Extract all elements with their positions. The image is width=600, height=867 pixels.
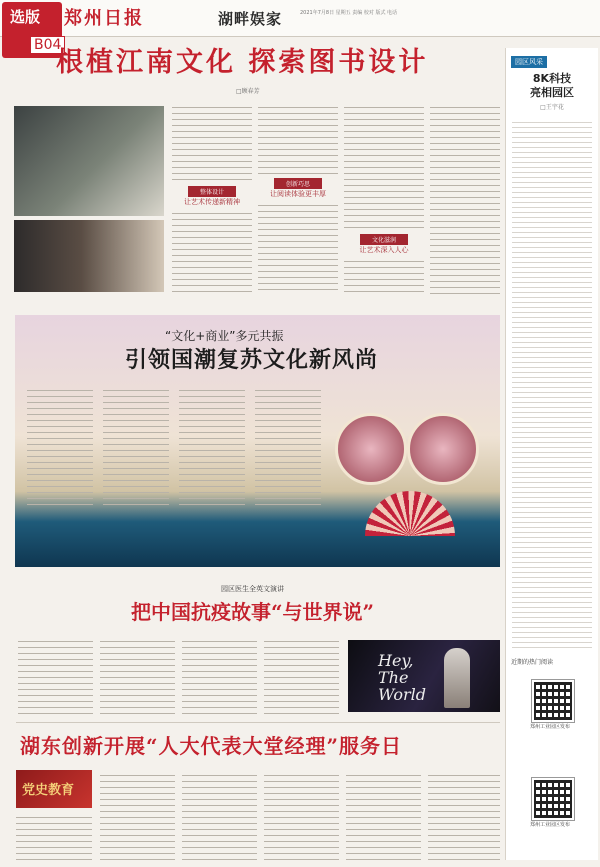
article3-text-col5	[346, 770, 421, 862]
qr-code-1-label: 郑州工业园区发布	[530, 724, 571, 730]
speaker-photo	[348, 640, 500, 712]
right-column-info: 近期的热门阅读	[511, 659, 554, 666]
banner-photo-circle-2	[407, 413, 479, 485]
qr-code-2-label: 郑州工业园区发布	[530, 822, 571, 828]
article3-text-col6	[428, 770, 500, 862]
right-column-byline: □王宇花	[540, 104, 564, 111]
designer-photo	[14, 220, 164, 292]
article3-headline: 湖东创新开展“人大代表大堂经理”服务日	[20, 734, 403, 758]
speaker-figure	[444, 648, 470, 708]
article2-text-col1	[18, 636, 93, 714]
article3-text-col1	[16, 812, 92, 862]
subhead3-label: 文化滋润	[360, 234, 408, 245]
party-history-photo	[16, 770, 92, 808]
banner-kicker: “文化+商业”多元共振	[165, 329, 284, 343]
banner-text-col1	[27, 385, 93, 505]
article2-text-col2	[100, 636, 175, 714]
right-column-title: 8K科技 亮相园区	[530, 72, 574, 99]
article1-subhead3	[344, 234, 424, 255]
article2-text-col3	[182, 636, 257, 714]
article1-subhead	[172, 186, 252, 207]
banner-text-col2	[103, 385, 169, 505]
subhead-text: 让艺术传递新精神	[184, 198, 240, 206]
article1-text-col2	[258, 102, 338, 174]
banner-title: 引领国潮复苏文化新风尚	[125, 347, 379, 373]
article1-text-col1b	[172, 208, 252, 294]
masthead	[0, 0, 600, 37]
right-column	[505, 48, 598, 860]
qr-code-2[interactable]	[532, 778, 574, 820]
qr-code-1[interactable]	[532, 680, 574, 722]
article1-subhead2	[258, 178, 338, 199]
page-tag	[2, 2, 62, 58]
subhead-label: 整体设计	[188, 186, 236, 197]
subhead2-label: 创新巧思	[274, 178, 322, 189]
article3-text-col4	[264, 770, 339, 862]
divider	[16, 722, 500, 723]
article3-text-col3	[182, 770, 257, 862]
article3-text-col2	[100, 770, 175, 862]
article1-text-col3b	[344, 256, 424, 294]
folding-fan-illustration	[365, 491, 455, 536]
page-number: B04	[30, 36, 65, 54]
article1-byline: □顾春芳	[236, 88, 260, 95]
article2-kicker: 园区医生全英文演讲	[221, 585, 284, 593]
culture-banner	[15, 315, 500, 567]
party-history-photo-text: 党史教育	[22, 783, 75, 798]
article1-text-col4	[430, 102, 500, 294]
newspaper-logo: 郑州日报	[64, 8, 144, 29]
article1-headline: 根植江南文化 探索图书设计	[56, 47, 429, 78]
masthead-meta: 2021年7月8日 星期五 责编 校对 版式 电话	[300, 10, 398, 16]
book-design-photo	[14, 106, 164, 216]
banner-photo-circle-1	[335, 413, 407, 485]
article2-headline: 把中国抗疫故事“与世界说”	[130, 600, 374, 624]
article2-text-col4	[264, 636, 339, 714]
banner-text-col4	[255, 385, 321, 505]
article1-text-col3	[344, 102, 424, 230]
section-title: 湖畔娱家	[218, 10, 283, 28]
right-column-tag: 园区风采	[511, 56, 547, 68]
banner-text-col3	[179, 385, 245, 505]
article1-text-col1	[172, 102, 252, 184]
subhead2-text: 让阅读体验更丰厚	[270, 190, 326, 198]
subhead3-text: 让艺术深入人心	[359, 246, 409, 254]
article1-text-col2b	[258, 200, 338, 294]
right-column-text	[512, 118, 592, 648]
page-tag-label: 选版	[10, 8, 41, 26]
speaker-photo-caption: Hey, The World	[378, 651, 426, 704]
